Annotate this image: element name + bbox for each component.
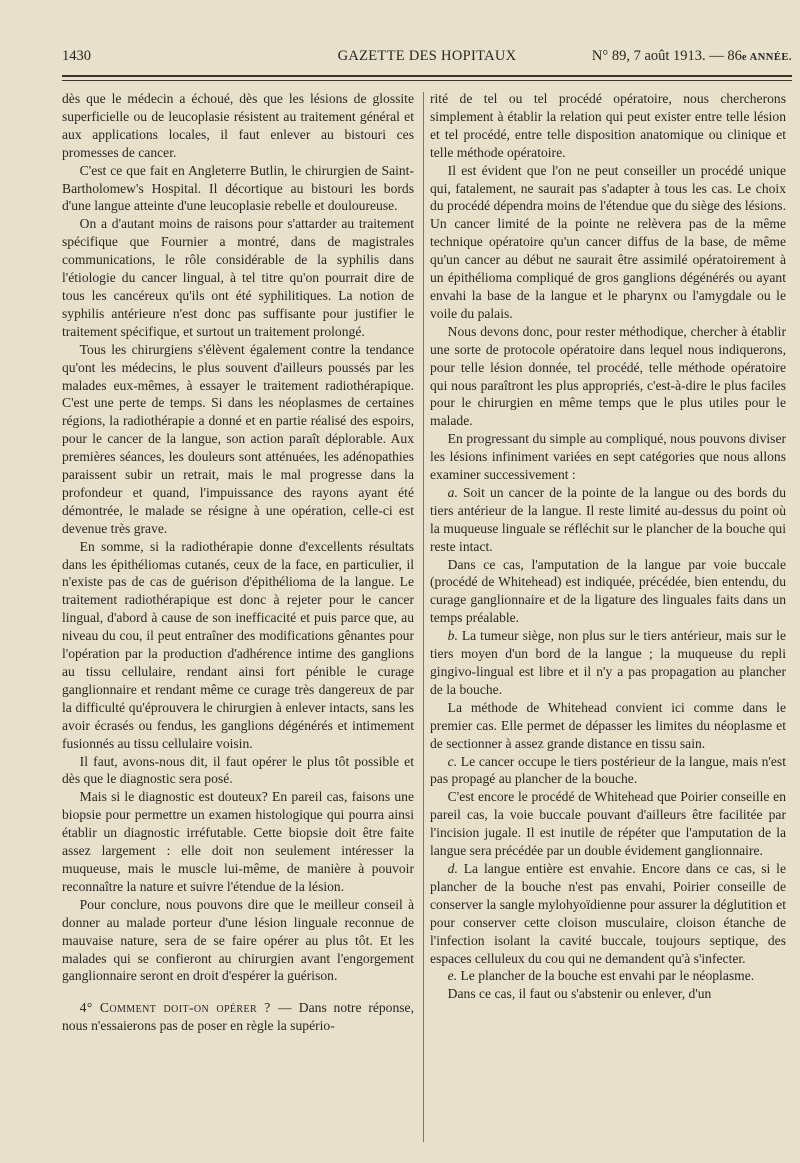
- paragraph: Dans ce cas, il faut ou s'abstenir ou enlever, d'un: [447, 986, 712, 1002]
- list-text: La tumeur siège, non plus sur le tiers antérieur, mais sur le tiers moyen d'un bord de la langue ; la muqueuse du repli gingivo-lingual est libre et il n'y a pas propagation au plancher de la bouche.: [430, 628, 786, 697]
- paragraph: dès que le médecin a échoué, dès que les lésions de glossite superficielle ou de leucoplasie résistent au traitement général et aux applications locales, il faut enlever au bistouri ces promesses de cancer.: [62, 91, 414, 160]
- paragraph: On a d'autant moins de raisons pour s'attarder au traitement spécifique que Fournier a montré, dans de magistrales communications, le rôle considérable de la syphilis dans l'étiologie du cancer lingual, à tel titre qu'on pourrait dire de tous les cancéreux qu'ils ont été syphilitiques. La notion de syphilis antérieure n'est donc pas suffisante pour justifier le traitement spécifique, et surtout un traitement prolongé.: [62, 216, 414, 339]
- list-label: e.: [447, 968, 458, 984]
- issue-year: e ANNÉE.: [741, 52, 792, 63]
- list-text: La langue entière est envahie. Encore dans ce cas, si le plancher de la bouche n'est pas envahi, Poirier conseille de conserver la sangle mylohyoïdienne pour assurer la déglutition et pour conserver cette cloison musculaire, cloison étanche de l'infection isolant la cavité buccale, toujours septique, des espaces celluleux du cou qui ne demandent qu'à s'infecter.: [430, 860, 786, 966]
- paragraph: Il faut, avons-nous dit, il faut opérer le plus tôt possible et dès que le diagnostic sera posé.: [62, 753, 414, 787]
- paragraph: En somme, si la radiothérapie donne d'excellents résultats dans les épithéliomas cutanés, ceux de la face, en particulier, il n'existe pas de cas de guérison d'épithélioma de la langue. Le traitement radiothérapique est donc à rejeter pour le cancer lingual, d'abord à cause de son inefficacité et puis parce que, au niveau du cou, il peut entraîner des modifications gênantes pour l'opération par la production d'adhérence intime des ganglions au tissu cellulaire, rendant ainsi fort pénible le curage ganglionnaire et rendant même ce curage très dangereux de par la difficulté qu'éprouvera le chirurgien à enlever intacts, sans les avoir écrasés ou fendus, les ganglions dégénérés et intimement fusionnés au tissu cellulaire voisin.: [62, 538, 414, 751]
- paragraph: rité de tel ou tel procédé opératoire, nous chercherons simplement à établir la relation qui peut exister entre telle lésion et tel procédé, entre telle disposition anatomique ou clinique et telle méthode opératoire.: [430, 91, 786, 160]
- paragraph: La méthode de Whitehead convient ici comme dans le premier cas. Elle permet de dépasser les limites du néoplasme et de sectionner à assez grande distance en tissu sain.: [430, 699, 786, 751]
- list-item: [430, 860, 786, 967]
- list-label: b.: [447, 628, 458, 644]
- section-heading: 4° Comment doit-on opérer ? —: [79, 1000, 292, 1016]
- list-label: d.: [447, 860, 458, 876]
- list-label: c.: [447, 753, 458, 769]
- header-rule-thick: [62, 75, 792, 77]
- list-text: Le plancher de la bouche est envahi par le néoplasme.: [457, 968, 755, 984]
- paragraph: Dans ce cas, l'amputation de la langue par voie buccale (procédé de Whitehead) est indiquée, précédée, bien entendu, du curage ganglionnaire et de la ligature des linguales faits dans un temps préalable.: [430, 556, 786, 626]
- list-item: [430, 484, 786, 556]
- running-head: [62, 48, 792, 70]
- list-text: Soit un cancer de la pointe de la langue ou des bords du tiers antérieur de la langue. Il reste limité au-dessus du point où la muqueuse linguale se réfléchit sur le plancher de la bouche qui reste intact.: [430, 484, 786, 554]
- list-text: Le cancer occupe le tiers postérieur de la langue, mais n'est pas propagé au plancher de la bouche.: [430, 753, 786, 787]
- list-item: [430, 753, 786, 789]
- header-rule-thin: [62, 80, 792, 81]
- page-number: 1430: [62, 48, 91, 64]
- paragraph: C'est ce que fait en Angleterre Butlin, le chirurgien de Saint-Bartholomew's Hospital. Il décortique au bistouri les bords d'une langue atteinte d'une leucoplasie rebelle et douloureuse.: [62, 162, 414, 214]
- left-column: [62, 90, 414, 1035]
- right-column: [430, 90, 786, 1003]
- column-divider: [423, 92, 424, 1142]
- list-label: a.: [447, 484, 458, 500]
- paragraph: En progressant du simple au compliqué, nous pouvons diviser les lésions infiniment variées en sept catégories que nous allons examiner successivement :: [430, 431, 786, 483]
- list-item: [430, 967, 786, 985]
- paragraph: Tous les chirurgiens s'élèvent également contre la tendance qu'ont les médecins, le plus souvent d'ailleurs poussés par les malades eux-mêmes, à essayer le traitement radiothérapique. C'est une perte de temps. Si dans les néoplasmes de certaines régions, la radiothérapie a donné et en partie réalisé des espoirs, pour le cancer de la langue, son action paraît déplorable. Aux premières séances, les douleurs sont atténuées, les adénopathies paraissent subir un retrait, mais le mal progresse dans la profondeur et quand, l'impuissance des rayons ayant été démontrée, le malade se résigne à une opération, celle-ci est devenue très grave.: [62, 341, 414, 536]
- list-item: [430, 627, 786, 699]
- section-text: Dans notre réponse, nous n'essaierons pas de poser en règle la supério-: [62, 1000, 414, 1034]
- paragraph: C'est encore le procédé de Whitehead que Poirier conseille en pareil cas, la voie buccale pouvant d'ailleurs être facilitée par l'incision jugale. Il est inutile de répéter que l'amputation de la langue sera précédée par un double évidement ganglionnaire.: [430, 789, 786, 859]
- issue-info: [592, 48, 792, 65]
- issue-date: N° 89, 7 août 1913. — 86: [591, 48, 742, 64]
- paragraph: Il est évident que l'on ne peut conseiller un procédé unique qui, fatalement, ne saurait pas s'adapter à tous les cas. Le choix du procédé dépendra moins de l'étendue que du siège des lésions. Un cancer limité de la pointe ne relèvera pas de la même technique opératoire qu'un cancer diffus de la base, de même qu'un cancer au début ne saurait être assimilé opératoirement à un épithélioma compliqué de gros ganglions dégénérés ou ayant envahi la base de la langue et le pharynx ou l'amygdale ou le voile du palais.: [430, 162, 786, 321]
- paragraph: Nous devons donc, pour rester méthodique, chercher à établir une sorte de protocole opératoire dans lequel nous indiquerons, pour telle lésion donnée, tel procédé, telle méthode opératoire qui nous paraîtront les plus appropriés, c'est-à-dire le plus faciles pour le chirurgien en même temps que le plus utiles pour le malade.: [430, 323, 786, 429]
- paragraph: Pour conclure, nous pouvons dire que le meilleur conseil à donner au malade porteur d'une lésion linguale reconnue de mauvaise nature, sera de se faire opérer au plus tôt. Et les malades qui se confieront au chirurgien avant l'engorgement ganglionnaire seront en droit d'espérer la guérison.: [62, 896, 414, 984]
- paragraph: Mais si le diagnostic est douteux? En pareil cas, faisons une biopsie pour permettre un examen histologique qui pourra ainsi établir un diagnostic irréfutable. Cette biopsie doit être faite assez largement : elle doit non seulement intéresser la muqueuse, mais le muscle lui-même, de manière à pouvoir reconnaître la nature et suivre l'étendue de la lésion.: [62, 789, 414, 894]
- section-paragraph: [62, 999, 414, 1035]
- journal-title: GAZETTE DES HOPITAUX: [337, 48, 517, 64]
